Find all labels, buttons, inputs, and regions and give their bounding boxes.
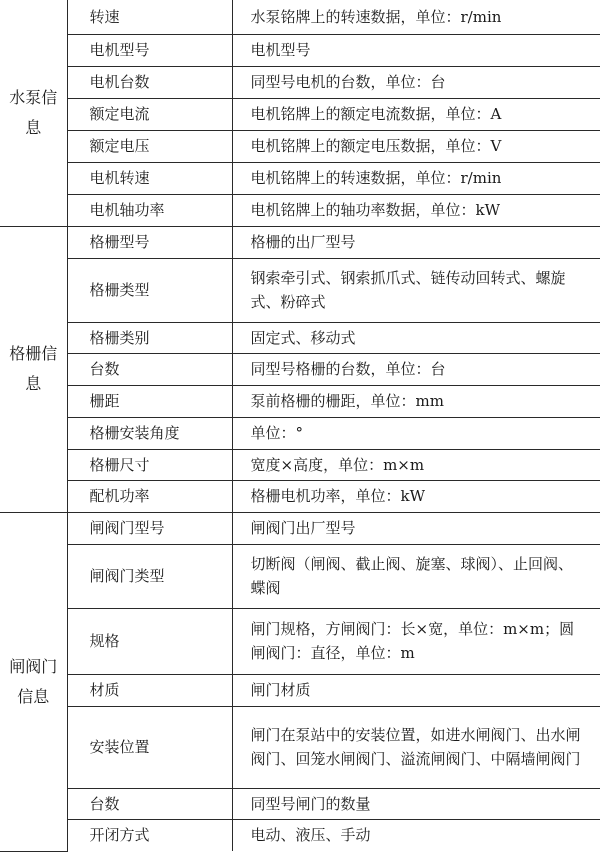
table-row (0, 706, 600, 788)
field-name: 电机转速 (67, 162, 232, 194)
field-name: 安装位置 (67, 706, 232, 788)
field-description: 电动、液压、手动 (232, 819, 600, 851)
table-row (0, 194, 600, 226)
field-name: 转速 (67, 0, 232, 34)
field-description: 固定式、移动式 (232, 322, 600, 353)
field-name: 格栅安装角度 (67, 417, 232, 449)
field-name: 格栅尺寸 (67, 449, 232, 480)
field-description: 电机型号 (232, 34, 600, 66)
group-label-pump: 水泵信息 (0, 0, 67, 226)
field-name: 台数 (67, 788, 232, 819)
field-name: 栅距 (67, 385, 232, 417)
field-description: 同型号闸门的数量 (232, 788, 600, 819)
field-name: 台数 (67, 353, 232, 385)
table-row (0, 130, 600, 162)
table-row (0, 385, 600, 417)
field-name: 闸阀门型号 (67, 512, 232, 544)
table-row (0, 512, 600, 544)
field-description: 切断阀（闸阀、截止阀、旋塞、球阀）、止回阀、蝶阀 (232, 544, 600, 608)
field-description: 格栅电机功率，单位：kW (232, 480, 600, 512)
group-label-valve: 闸阀门信息 (0, 512, 67, 851)
table-row (0, 449, 600, 480)
table-row (0, 34, 600, 66)
field-description: 宽度×高度，单位：m×m (232, 449, 600, 480)
table-row (0, 322, 600, 353)
table-row (0, 98, 600, 130)
field-description: 闸门规格，方闸阀门：长×宽，单位：m×m；圆闸阀门：直径，单位：m (232, 608, 600, 674)
field-name: 闸阀门类型 (67, 544, 232, 608)
table-row (0, 0, 600, 34)
table-row (0, 417, 600, 449)
field-description: 电机铭牌上的额定电流数据，单位：A (232, 98, 600, 130)
field-name: 格栅类型 (67, 258, 232, 322)
field-description: 泵前格栅的栅距，单位：mm (232, 385, 600, 417)
field-description: 钢索牵引式、钢索抓爪式、链传动回转式、螺旋式、粉碎式 (232, 258, 600, 322)
field-name: 开闭方式 (67, 819, 232, 851)
field-description: 电机铭牌上的额定电压数据，单位：V (232, 130, 600, 162)
field-name: 电机型号 (67, 34, 232, 66)
table-row (0, 674, 600, 706)
table-row (0, 162, 600, 194)
field-name: 额定电压 (67, 130, 232, 162)
field-name: 材质 (67, 674, 232, 706)
field-name: 电机台数 (67, 66, 232, 98)
field-description: 同型号电机的台数，单位：台 (232, 66, 600, 98)
table-row (0, 544, 600, 608)
field-description: 电机铭牌上的轴功率数据，单位：kW (232, 194, 600, 226)
field-description: 同型号格栅的台数，单位：台 (232, 353, 600, 385)
field-description: 水泵铭牌上的转速数据，单位：r/min (232, 0, 600, 34)
table-row (0, 226, 600, 258)
table-row (0, 353, 600, 385)
field-name: 格栅类别 (67, 322, 232, 353)
table-row (0, 788, 600, 819)
field-description: 电机铭牌上的转速数据，单位：r/min (232, 162, 600, 194)
field-description: 闸阀门出厂型号 (232, 512, 600, 544)
field-description: 格栅的出厂型号 (232, 226, 600, 258)
field-name: 配机功率 (67, 480, 232, 512)
table-row (0, 258, 600, 322)
field-description: 单位：° (232, 417, 600, 449)
field-name: 额定电流 (67, 98, 232, 130)
field-name: 格栅型号 (67, 226, 232, 258)
field-description: 闸门材质 (232, 674, 600, 706)
table-row (0, 608, 600, 674)
table-row (0, 480, 600, 512)
group-label-grille: 格栅信息 (0, 226, 67, 512)
field-name: 规格 (67, 608, 232, 674)
table-row (0, 66, 600, 98)
table-row (0, 819, 600, 851)
field-description: 闸门在泵站中的安装位置，如进水闸阀门、出水闸阀门、回笼水闸阀门、溢流闸阀门、中隔墙闸阀门 (232, 706, 600, 788)
field-name: 电机轴功率 (67, 194, 232, 226)
